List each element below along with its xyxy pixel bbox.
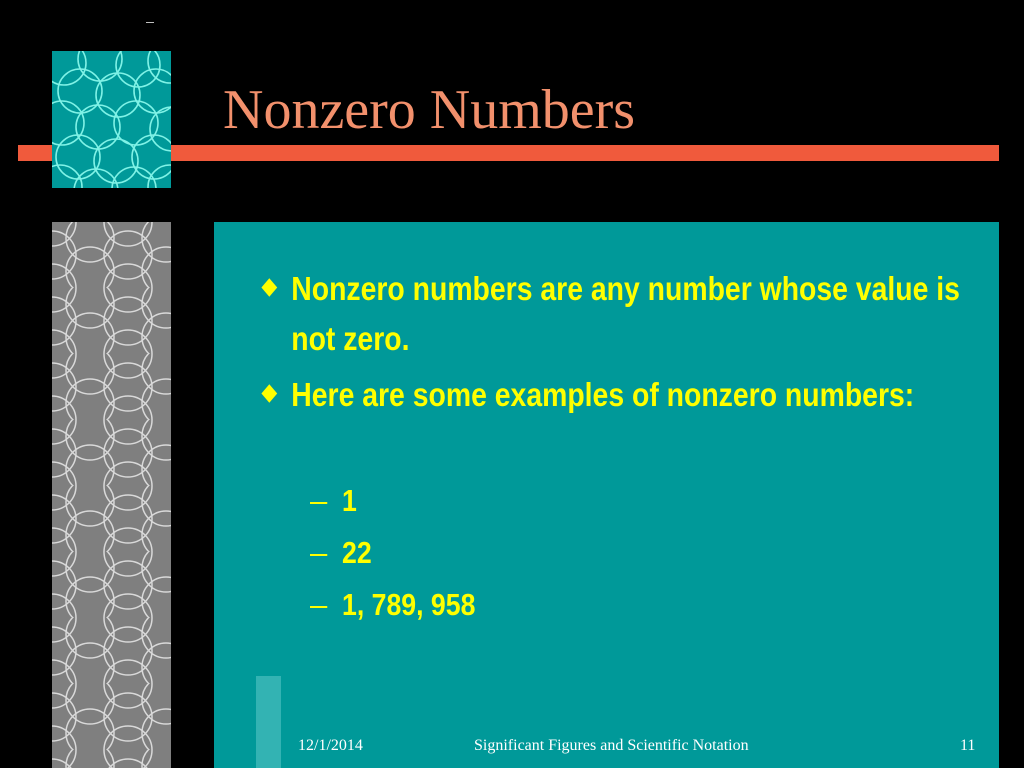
dash-bullet-icon: – xyxy=(310,483,328,518)
circle-pattern-teal-graphic xyxy=(52,51,171,188)
bullet-list xyxy=(262,264,962,426)
decorative-tick xyxy=(146,22,154,23)
sub-bullet-text: 22 xyxy=(342,535,372,570)
sub-bullet-text: 1, 789, 958 xyxy=(342,587,476,622)
circle-pattern-gray-graphic xyxy=(52,222,171,768)
footer-date: 12/1/2014 xyxy=(298,737,363,754)
bullet-text: Nonzero numbers are any number whose value is not zero. xyxy=(291,270,960,357)
sub-bullet-text: 1 xyxy=(342,483,357,518)
decorative-strip xyxy=(256,676,281,768)
bullet-item xyxy=(262,370,979,420)
diamond-bullet-icon xyxy=(261,278,277,296)
diamond-bullet-icon xyxy=(261,384,277,402)
dash-bullet-icon: – xyxy=(310,535,328,570)
bullet-text: Here are some examples of nonzero numbers: xyxy=(291,376,915,413)
slide-number: 11 xyxy=(960,737,976,754)
footer-title: Significant Figures and Scientific Notation xyxy=(474,737,749,754)
decorative-circle-pattern-teal xyxy=(52,51,171,188)
decorative-circle-pattern-gray xyxy=(52,222,171,768)
bullet-item xyxy=(262,264,979,364)
slide-title: Nonzero Numbers xyxy=(223,79,636,141)
dash-bullet-icon: – xyxy=(310,587,328,622)
